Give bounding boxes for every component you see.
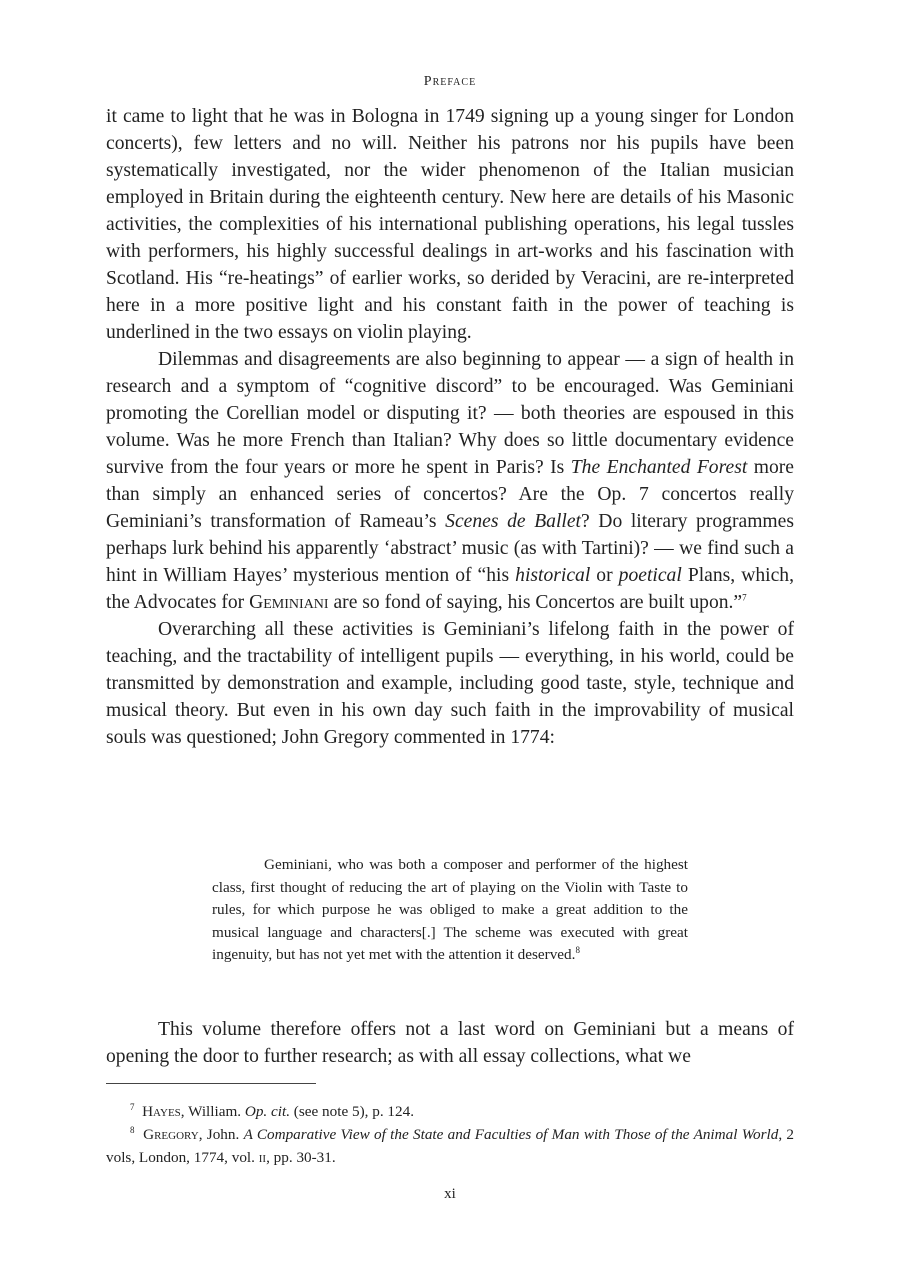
paragraph-4: This volume therefore offers not a last word on Geminiani but a means of opening the door to further research; as with all essay collections, what we bbox=[106, 1019, 794, 1067]
paragraph-1: it came to light that he was in Bologna in 1749 signing up a young singer for London concerts), few letters and no will. Neither his patrons nor his pupils have been systematically investigated, nor the wider phenomenon of the Italian musician employed in Britain during the eighteenth century. New here are details of his Masonic activities, the complexities of his international publishing operations, his legal tussles with performers, his highly successful dealings in art-works and his fascination with Scotland. His “re-heatings” of earlier works, so derided by Veracini, are re-interpreted here in a more positive light and his constant faith in the power of teaching is underlined in the two essays on violin playing. bbox=[106, 106, 794, 343]
body-text-continued bbox=[106, 1016, 794, 1070]
footnote-8: $^8$ Gregory, John. A Comparative View of the State and Faculties of Man with Those of the Animal World, 2 vols, London, 1774, vol. ii, pp. 30-31. bbox=[106, 1124, 795, 1166]
paragraph-2: Dilemmas and disagreements are also beginning to appear — a sign of health in research and a symptom of “cognitive discord” to be encouraged. Was Geminiani promoting the Corellian model or disputing it? — both theories are espoused in this volume. Was he more French than Italian? Why does so little documentary evidence survive from the four years or more he spent in Paris? Is The Enchanted Forest more than simply an enhanced series of concertos? Are the Op. 7 concertos really Geminiani’s transformation of Rameau’s Scenes de Ballet? Do literary programmes perhaps lurk behind his apparently ‘abstract’ music (as with Tartini)? — we find such a hint in William Hayes’ mysterious mention of “his historical or poetical Plans, which, the Advocates for Geminiani are so fond of saying, his Concertos are built upon.”$^7$ bbox=[106, 349, 794, 613]
paragraph-3: Overarching all these activities is Geminiani’s lifelong faith in the power of teaching, and the tractability of intelligent pupils — everything, in his world, could be transmitted by demonstration and example, including good taste, style, technique and musical theory. But even in his own day such faith in the improvability of musical souls was questioned; John Gregory commented in 1774: bbox=[106, 619, 794, 748]
footnote-ref-8: 8 bbox=[575, 945, 580, 956]
body-text bbox=[106, 103, 794, 751]
footnote-7: $^7$ Hayes, William. Op. cit. (see note 5), p. 124. bbox=[130, 1101, 414, 1120]
page-number: xi bbox=[444, 1186, 456, 1202]
footnote-ref-7: 7 bbox=[742, 592, 747, 603]
running-head: Preface bbox=[423, 74, 477, 89]
block-quote bbox=[212, 854, 688, 967]
footnotes bbox=[106, 1100, 794, 1169]
footnote-rule bbox=[106, 1083, 316, 1084]
quote-text: Geminiani, who was both a composer and performer of the highest class, first thought of reducing the art of playing on the Violin with Taste to rules, for which purpose he was obliged to make a great addition to the musical language and characters[.] The scheme was executed with great ingenuity, but has not yet met with the attention it deserved. bbox=[212, 856, 688, 964]
